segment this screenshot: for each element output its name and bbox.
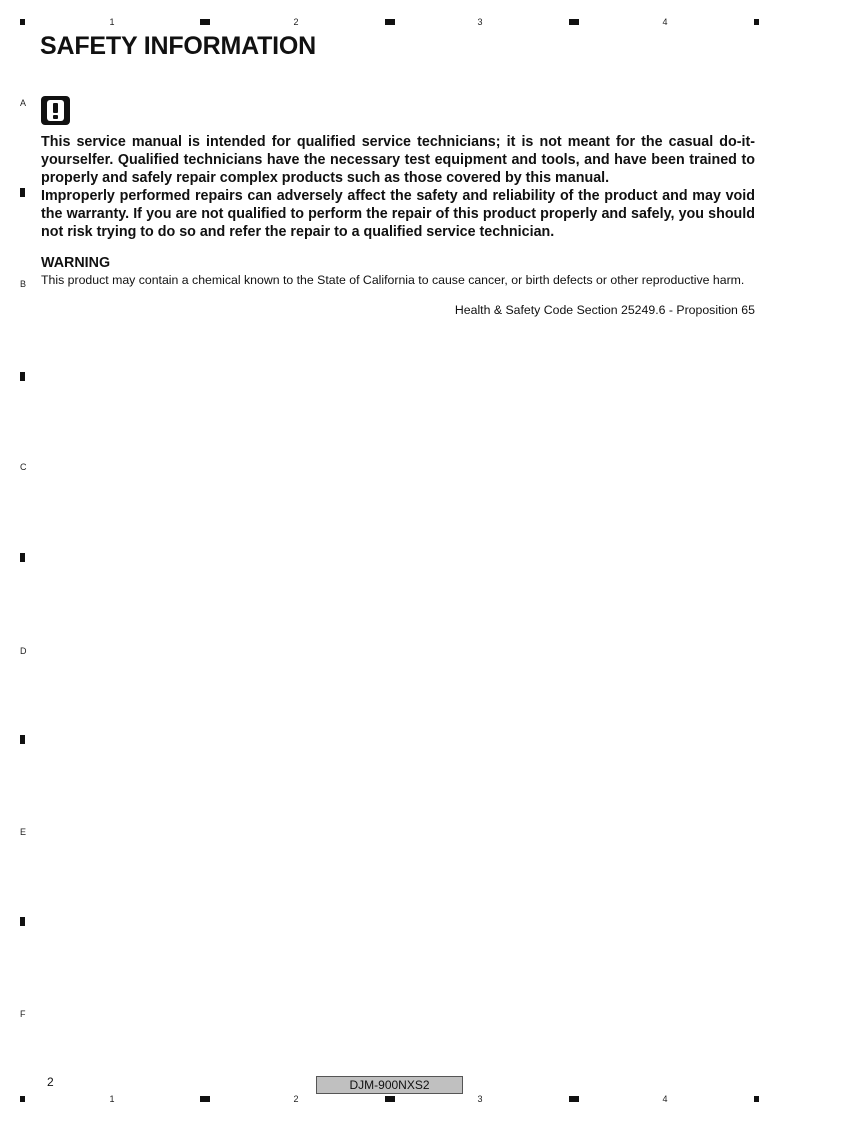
column-number-2-bottom: 2 <box>293 1094 299 1104</box>
row-divider-mark <box>20 917 25 926</box>
border-mark-top <box>569 19 579 25</box>
column-number-2: 2 <box>293 17 299 27</box>
border-mark-top <box>385 19 395 25</box>
health-safety-code: Health & Safety Code Section 25249.6 - Proposition 65 <box>454 303 755 317</box>
corner-mark-bottom-left <box>20 1096 25 1102</box>
border-mark-bottom <box>200 1096 210 1102</box>
corner-mark-top-right <box>754 19 759 25</box>
border-mark-top <box>200 19 210 25</box>
row-divider-mark <box>20 735 25 744</box>
row-letter-d: D <box>20 646 27 656</box>
column-number-4-bottom: 4 <box>662 1094 668 1104</box>
row-letter-e: E <box>20 827 27 837</box>
corner-mark-top-left <box>20 19 25 25</box>
page-number: 2 <box>47 1075 54 1089</box>
row-letter-a: A <box>20 98 27 108</box>
row-divider-mark <box>20 553 25 562</box>
column-number-1-bottom: 1 <box>109 1094 115 1104</box>
model-name-box: DJM-900NXS2 <box>316 1076 463 1094</box>
exclamation-caution-icon <box>41 96 70 125</box>
row-letter-f: F <box>20 1009 26 1019</box>
column-number-3: 3 <box>477 17 483 27</box>
border-mark-bottom <box>385 1096 395 1102</box>
row-divider-mark <box>20 188 25 197</box>
column-number-1: 1 <box>109 17 115 27</box>
page-title: SAFETY INFORMATION <box>40 32 317 60</box>
border-mark-bottom <box>569 1096 579 1102</box>
service-notice-paragraph-1: This service manual is intended for qualified service technicians; it is not meant for the casual do-it-yourselfer. Qualified technicians have the necessary test equipment and tools, and have been trained to properly and safely repair complex products such as those covered by this manual. <box>41 134 755 186</box>
warning-text: This product may contain a chemical known to the State of California to cause cancer, or birth defects or other reproductive harm. <box>41 273 745 287</box>
warning-heading: WARNING <box>41 255 111 271</box>
row-letter-b: B <box>20 279 27 289</box>
column-number-4: 4 <box>662 17 668 27</box>
row-divider-mark <box>20 372 25 381</box>
column-number-3-bottom: 3 <box>477 1094 483 1104</box>
service-notice-paragraph-2: Improperly performed repairs can adversely affect the safety and reliability of the product and may void the warranty. If you are not qualified to perform the repair of this product properly and safely, you should not risk trying to do so and refer the repair to a qualified service technician. <box>41 188 755 240</box>
row-letter-c: C <box>20 462 27 472</box>
corner-mark-bottom-right <box>754 1096 759 1102</box>
